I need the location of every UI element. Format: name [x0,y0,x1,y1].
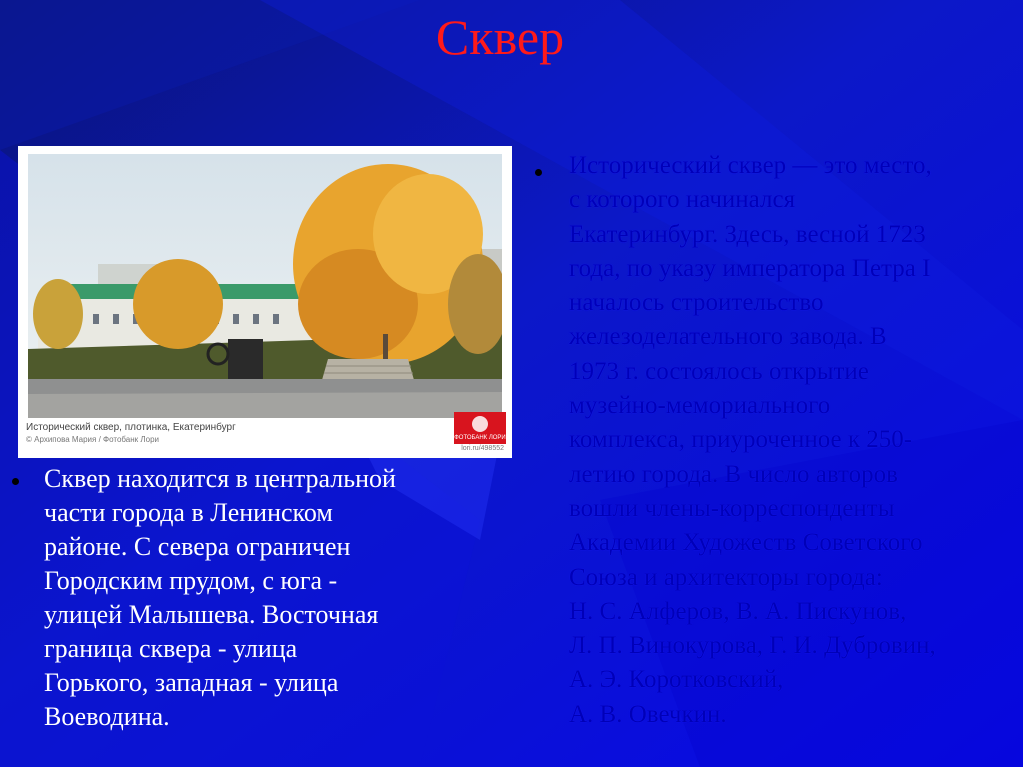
text-line: А. В. Овечкин. [569,700,727,728]
text-line: Н. С. Алферов, В. А. Пискунов, [569,597,907,625]
photo-credit: lori.ru/498552 [461,445,504,452]
bullet-dot-icon [12,478,19,485]
text-line: комплекса, приуроченное к 250- [569,426,913,454]
text-line: улицей Малышева. Восточная [44,600,379,629]
text-line: железоделательного завода. В [569,323,887,351]
text-line: граница сквера - улица [44,634,298,663]
text-line: Л. П. Винокурова, Г. И. Дубровин, [569,632,936,660]
left-bullet-text [44,462,514,734]
text-line: Союза и архитекторы города: [569,563,883,591]
text-line: Городским прудом, с юга - [44,566,338,595]
text-line: Исторический сквер — это место, [569,152,932,179]
text-line: года, по указу императора Петра I [569,254,931,282]
text-line: части города в Ленинском [44,498,333,527]
text-line: с которого начинался [569,186,796,214]
text-line: началось строительство [569,289,824,317]
text-line: 1973 г. состоялось открытие [569,357,869,385]
text-line: Академии Художеств Советского [569,529,923,557]
text-line: районе. С севера ограничен [44,532,351,561]
photo-copyright: © Архипова Мария / Фотобанк Лори [26,435,159,444]
text-line: Горького, западная - улица [44,668,339,697]
slide-title: Сквер [435,9,565,65]
text-line: Сквер находится в центральной [44,464,396,493]
lori-logo-icon [472,416,488,432]
bullet-dot-icon [535,169,542,176]
text-line: Екатеринбург. Здесь, весной 1723 [569,220,926,248]
text-line: А. Э. Коротковский, [569,666,784,694]
text-line: летию города. В число авторов [569,460,898,488]
park-photo [28,154,502,418]
text-line: музейно-мемориального [569,392,831,420]
photo-caption: Исторический сквер, плотинка, Екатеринбург [26,422,236,433]
text-line: Воеводина. [44,702,170,731]
right-bullet-text [569,149,1023,732]
photo-frame [18,146,512,458]
lori-logo-badge [454,412,506,444]
badge-text: ФОТОБАНК ЛОРИ [454,435,506,441]
text-line: вошли члены-корреспонденты [569,494,895,522]
